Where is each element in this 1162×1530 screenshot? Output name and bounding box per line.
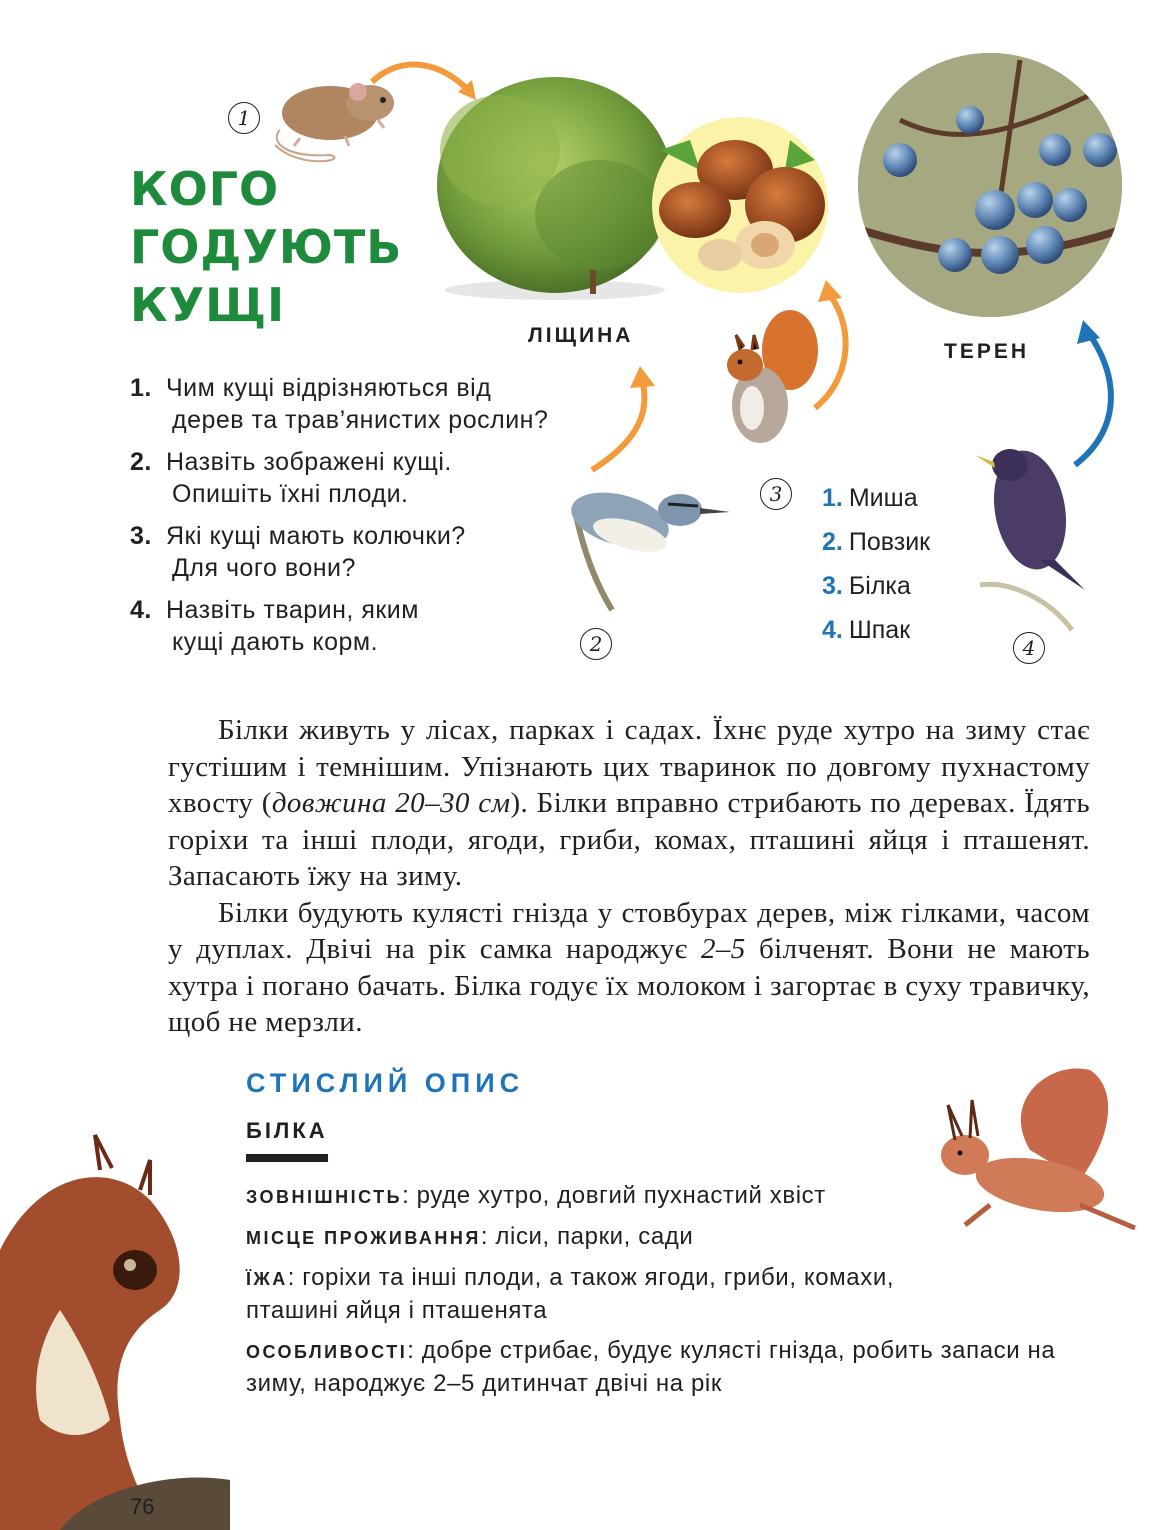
legend-number: 3. xyxy=(822,572,843,600)
hazel-bush-illustration xyxy=(437,77,673,300)
legend-item xyxy=(822,520,930,564)
page-title xyxy=(130,160,402,334)
paragraph-1 xyxy=(168,712,1090,895)
description-heading: СТИСЛИЙ ОПИС xyxy=(246,1068,525,1098)
description-row xyxy=(246,1180,936,1213)
question-number: 3. xyxy=(130,522,152,550)
squirrel-illustration xyxy=(727,310,818,443)
description-value: : добре стрибає, будує кулясті гнізда, робить запаси на зиму, народжує 2–5 дитинчат двічі на рік xyxy=(246,1337,1056,1397)
title-line-2: ГОДУЮТЬ xyxy=(130,220,403,274)
question-text-line1: Які кущі мають колючки? xyxy=(166,522,466,550)
arrow-squirrel-to-hazel xyxy=(815,295,846,408)
question-text-line1: Назвіть зображені кущі. xyxy=(166,448,452,476)
marker-3: 3 xyxy=(760,478,792,510)
legend-name: Миша xyxy=(848,484,918,512)
question-1 xyxy=(130,372,600,436)
question-text-line2: Опишіть їхні плоди. xyxy=(172,480,409,508)
hazelnuts-illustration xyxy=(652,117,828,293)
paragraph-2 xyxy=(168,895,1090,1041)
description-value: : ліси, парки, сади xyxy=(480,1223,694,1250)
page-number: 76 xyxy=(130,1494,155,1519)
blackthorn-berries-illustration xyxy=(858,53,1122,317)
legend-item xyxy=(822,564,930,608)
description-value: : горіхи та інші плоди, а також ягоди, гриби, комахи, пташині яйця і пташенята xyxy=(246,1264,895,1324)
legend-item xyxy=(822,608,930,652)
question-2 xyxy=(130,446,600,510)
legend-number: 1. xyxy=(822,484,843,512)
paragraph-text: Білки живуть у лісах, парках і садах. Їхнє руде хутро на зиму стає густішим і темнішим. Упізнають цих тваринок по довгому пухнастому хвосту ( xyxy=(168,714,1090,819)
description-value: : руде хутро, довгий пухнастий хвіст xyxy=(402,1182,826,1209)
description-key: ЗОВНІШНІСТЬ xyxy=(246,1187,403,1207)
title-line-3: КУЩІ xyxy=(130,278,286,332)
description-row xyxy=(246,1221,1096,1254)
mouse-illustration xyxy=(275,83,394,161)
legend-name: Шпак xyxy=(848,616,911,644)
questions-list xyxy=(130,372,600,668)
description-key: ОСОБЛИВОСТІ xyxy=(246,1342,408,1362)
question-text-line1: Чим кущі відрізняються від xyxy=(166,374,492,402)
hazel-label: ЛІЩИНА xyxy=(528,324,634,347)
red-squirrel-drawing xyxy=(0,1135,230,1530)
arrow-starling-to-blackthorn xyxy=(1075,335,1111,465)
blackthorn-label: ТЕРЕН xyxy=(944,340,1030,363)
divider-bar xyxy=(246,1154,328,1162)
starling-illustration xyxy=(975,445,1085,630)
description-row xyxy=(246,1262,936,1327)
legend-name: Білка xyxy=(848,572,911,600)
question-text-line2: кущі дають корм. xyxy=(172,628,379,656)
question-number: 2. xyxy=(130,448,152,476)
marker-4: 4 xyxy=(1013,632,1045,664)
main-text xyxy=(168,712,1090,1041)
paragraph-text: Білки будують кулясті гнізда у стовбурах дерев, між гілками, часом у дуплах. Двічі на рік самка народжує xyxy=(168,896,1090,965)
question-text-line1: Назвіть тварин, яким xyxy=(166,596,419,624)
question-number: 4. xyxy=(130,596,152,624)
question-text-line2: Для чого вони? xyxy=(172,554,356,582)
question-4 xyxy=(130,594,600,658)
legend-number: 2. xyxy=(822,528,843,556)
title-line-1: КОГО xyxy=(130,162,280,216)
description-list xyxy=(246,1180,1096,1408)
question-number: 1. xyxy=(130,374,152,402)
description-row xyxy=(246,1335,1096,1400)
marker-2: 2 xyxy=(580,628,612,660)
description-key: МІСЦЕ ПРОЖИВАННЯ xyxy=(246,1228,481,1248)
animal-legend xyxy=(822,476,930,652)
legend-name: Повзик xyxy=(848,528,931,556)
paragraph-text: білченят. Вони не мають хутра і погано бачать. Білка годує їх молоком і загортає в суху травичку, щоб не мерзли. xyxy=(168,933,1090,1038)
question-text-line2: дерев та трав’янистих рослин? xyxy=(172,406,549,434)
description-subject: БІЛКА xyxy=(246,1118,328,1143)
paragraph-emphasis: довжина 20–30 см xyxy=(271,787,511,819)
arrow-mouse-to-hazel xyxy=(372,65,470,92)
paragraph-text: ). Білки вправно стрибають по деревах. Їдять горіхи та інші плоди, ягоди, гриби, комах, пташині яйця і пташенят. Запасають їжу на зиму. xyxy=(168,787,1090,892)
question-3 xyxy=(130,520,600,584)
legend-item xyxy=(822,476,930,520)
marker-1: 1 xyxy=(228,102,260,134)
paragraph-emphasis: 2–5 xyxy=(700,933,746,965)
legend-number: 4. xyxy=(822,616,843,644)
description-key: ЇЖА xyxy=(246,1269,288,1289)
